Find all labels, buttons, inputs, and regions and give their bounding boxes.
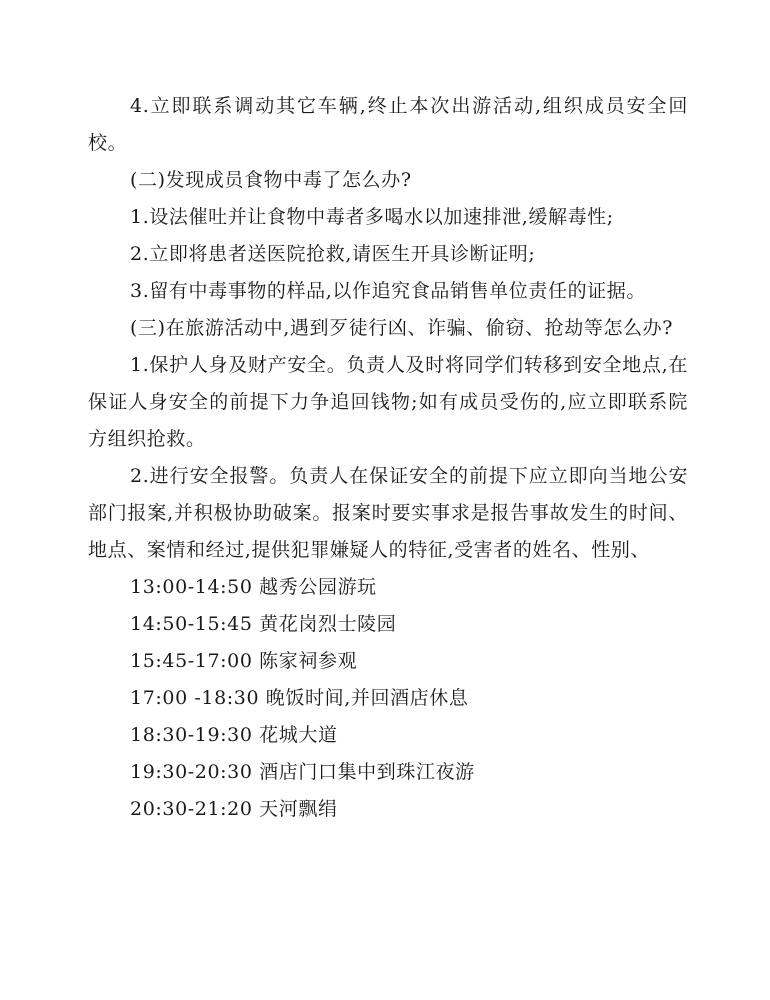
schedule-item: 17:00 -18:30 晚饭时间,并回酒店休息 xyxy=(130,687,469,709)
schedule-list xyxy=(88,569,688,828)
paragraph: 2.立即将患者送医院抢救,请医生开具诊断证明; xyxy=(130,243,536,265)
schedule-item: 20:30-21:20 天河飘绢 xyxy=(130,798,338,820)
paragraph: 1.设法催吐并让食物中毒者多喝水以加速排泄,缓解毒性; xyxy=(130,206,614,228)
paragraph: 3.留有中毒事物的样品,以作追究食品销售单位责任的证据。 xyxy=(130,280,646,302)
paragraph: 2.进行安全报警。负责人在保证安全的前提下应立即向当地公安部门报案,并积极协助破案。报案时要实事求是报告事故发生的时间、地点、案情和经过,提供犯罪嫌疑人的特征,受害者的姓名、性别、 xyxy=(88,465,688,561)
paragraph: 4.立即联系调动其它车辆,终止本次出游活动,组织成员安全回校。 xyxy=(88,95,688,154)
schedule-item: 18:30-19:30 花城大道 xyxy=(130,724,338,746)
schedule-item: 19:30-20:30 酒店门口集中到珠江夜游 xyxy=(130,761,475,783)
schedule-item: 13:00-14:50 越秀公园游玩 xyxy=(130,576,377,598)
section-heading-crime: (三)在旅游活动中,遇到歹徒行凶、诈骗、偷窃、抢劫等怎么办? xyxy=(130,317,674,339)
paragraph: 1.保护人身及财产安全。负责人及时将同学们转移到安全地点,在保证人身安全的前提下力争追回钱物;如有成员受伤的,应立即联系院方组织抢救。 xyxy=(88,354,688,450)
schedule-item: 15:45-17:00 陈家祠参观 xyxy=(130,650,358,672)
section-heading-food-poisoning: (二)发现成员食物中毒了怎么办? xyxy=(130,169,412,191)
document-page xyxy=(88,88,688,828)
schedule-item: 14:50-15:45 黄花岗烈士陵园 xyxy=(130,613,397,635)
